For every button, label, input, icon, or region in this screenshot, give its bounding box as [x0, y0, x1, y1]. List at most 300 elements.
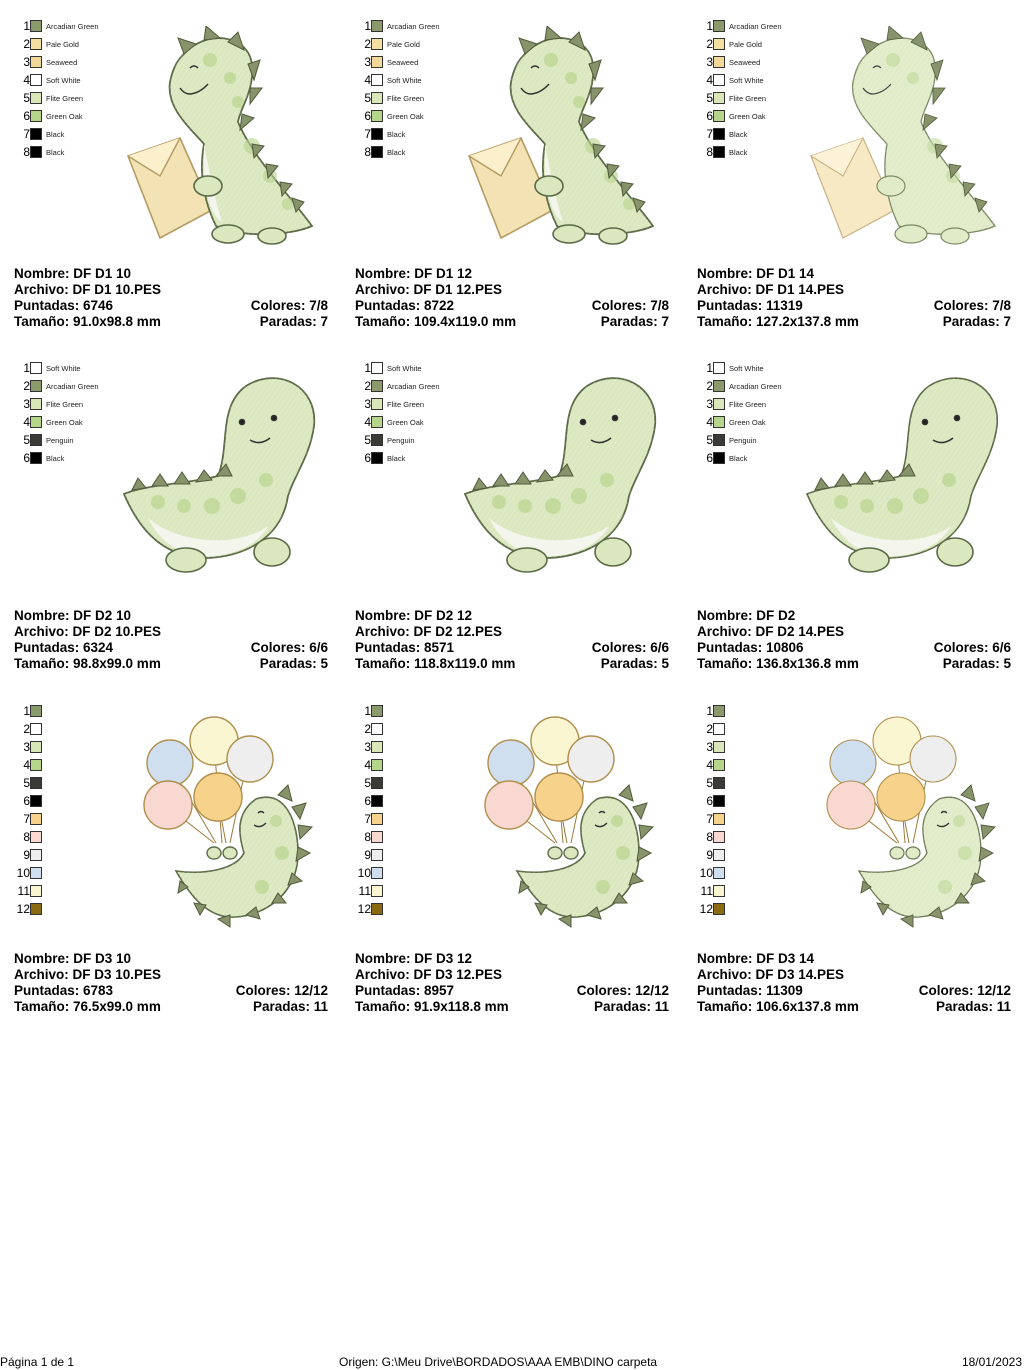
dino-d2-artwork [459, 366, 669, 576]
thread-name: Flite Green [46, 400, 84, 409]
nombre-line: Nombre: DF D3 12 [355, 951, 473, 966]
thread-number: 2 [364, 379, 371, 393]
design-card-d3-14 [691, 701, 1011, 1021]
thread-color-swatch [30, 777, 42, 789]
thread-color-swatch [371, 903, 383, 915]
thread-number: 2 [23, 37, 30, 51]
thread-row [355, 777, 485, 791]
thread-row [14, 759, 144, 773]
thread-color-swatch [713, 56, 725, 68]
dino-d1-artwork [120, 26, 320, 246]
thread-color-swatch [30, 128, 42, 140]
design-info [14, 266, 328, 330]
tamano-text: Tamaño: 91.9x118.8 mm [355, 999, 509, 1014]
design-info [355, 608, 669, 672]
thread-color-swatch [713, 759, 725, 771]
paradas-text: Paradas: 5 [600, 656, 669, 671]
nombre-line: Nombre: DF D3 10 [14, 951, 132, 966]
dino-d1-artwork [461, 26, 661, 246]
thread-color-swatch [371, 885, 383, 897]
puntadas-text: Puntadas: 8957 [355, 983, 455, 998]
design-info [14, 608, 328, 672]
thread-color-swatch [713, 416, 725, 428]
thread-number: 1 [706, 361, 713, 375]
thread-color-swatch [30, 362, 42, 374]
thread-number: 3 [364, 55, 371, 69]
thread-number: 6 [364, 109, 371, 123]
paradas-text: Paradas: 11 [593, 999, 669, 1014]
thread-name: Soft White [729, 76, 764, 85]
thread-row [355, 759, 485, 773]
thread-name: Arcadian Green [729, 22, 782, 31]
archivo-line: Archivo: DF D2 14.PES [697, 624, 845, 639]
thread-number: 6 [706, 451, 713, 465]
tamano-text: Tamaño: 136.8x136.8 mm [697, 656, 859, 671]
thread-color-swatch [371, 20, 383, 32]
colores-text: Colores: 12/12 [918, 983, 1011, 998]
dino-hands [890, 847, 920, 859]
thread-row [14, 813, 144, 827]
thread-name: Black [729, 454, 748, 463]
thread-color-swatch [713, 38, 725, 50]
thread-name: Flite Green [729, 94, 767, 103]
dino-body [807, 378, 997, 558]
thread-number: 4 [364, 73, 371, 87]
thread-color-swatch [713, 146, 725, 158]
thread-name: Flite Green [387, 94, 425, 103]
thread-color-swatch [371, 849, 383, 861]
thread-number: 1 [23, 19, 30, 33]
thread-number: 5 [364, 776, 371, 790]
thread-color-swatch [713, 813, 725, 825]
puntadas-text: Puntadas: 6746 [14, 298, 114, 313]
thread-number: 3 [364, 740, 371, 754]
thread-number: 8 [364, 145, 371, 159]
thread-number: 3 [706, 397, 713, 411]
thread-row [355, 795, 485, 809]
thread-name: Soft White [387, 364, 422, 373]
thread-name: Arcadian Green [729, 382, 782, 391]
puntadas-text: Puntadas: 10806 [697, 640, 804, 655]
thread-number: 8 [364, 830, 371, 844]
thread-number: 5 [23, 91, 30, 105]
thread-row [355, 903, 485, 917]
thread-color-swatch [371, 128, 383, 140]
thread-color-swatch [371, 362, 383, 374]
thread-color-swatch [30, 92, 42, 104]
puntadas-text: Puntadas: 11309 [697, 983, 803, 998]
thread-name: Green Oak [46, 112, 83, 121]
thread-row [355, 705, 485, 719]
colores-text: Colores: 12/12 [235, 983, 328, 998]
thread-number: 1 [364, 19, 371, 33]
paradas-text: Paradas: 7 [259, 314, 328, 329]
thread-number: 1 [364, 361, 371, 375]
nombre-line: Nombre: DF D3 14 [697, 951, 815, 966]
thread-number: 11 [17, 884, 30, 898]
thread-row [14, 903, 144, 917]
thread-number: 9 [364, 848, 371, 862]
design-card-d2-10 [8, 358, 328, 678]
tamano-text: Tamaño: 118.8x119.0 mm [355, 656, 516, 671]
thread-number: 9 [706, 848, 713, 862]
design-info [14, 951, 328, 1015]
puntadas-text: Puntadas: 8571 [355, 640, 455, 655]
design-info [355, 266, 669, 330]
paradas-text: Paradas: 5 [259, 656, 328, 671]
thread-number: 7 [23, 812, 30, 826]
thread-color-swatch [371, 705, 383, 717]
thread-number: 2 [706, 379, 713, 393]
thread-number: 12 [699, 902, 713, 916]
thread-number: 10 [16, 866, 30, 880]
thread-name: Flite Green [729, 400, 767, 409]
archivo-line: Archivo: DF D1 14.PES [697, 282, 845, 297]
design-card-d1-10 [8, 16, 328, 336]
thread-row [355, 867, 485, 881]
nombre-line: Nombre: DF D2 [697, 608, 796, 623]
thread-number: 2 [706, 37, 713, 51]
thread-color-swatch [371, 56, 383, 68]
archivo-line: Archivo: DF D3 10.PES [14, 967, 162, 982]
thread-name: Soft White [46, 364, 81, 373]
thread-name: Pale Gold [46, 40, 79, 49]
thread-name: Black [46, 148, 65, 157]
thread-row [697, 813, 827, 827]
thread-number: 6 [706, 794, 713, 808]
thread-row [14, 867, 144, 881]
thread-color-swatch [371, 759, 383, 771]
thread-color-swatch [713, 110, 725, 122]
thread-name: Penguin [387, 436, 415, 445]
thread-color-swatch [30, 813, 42, 825]
thread-number: 4 [23, 415, 30, 429]
colores-text: Colores: 6/6 [933, 640, 1011, 655]
origin-path: Origen: G:\Meu Drive\BORDADOS\AAA EMB\DINO carpeta [339, 1355, 658, 1369]
thread-color-swatch [371, 92, 383, 104]
thread-name: Penguin [729, 436, 757, 445]
thread-name: Soft White [46, 76, 81, 85]
thread-color-swatch [713, 885, 725, 897]
colores-text: Colores: 12/12 [576, 983, 669, 998]
thread-number: 7 [364, 812, 371, 826]
thread-name: Seaweed [387, 58, 419, 67]
nombre-line: Nombre: DF D2 10 [14, 608, 132, 623]
thread-color-swatch [30, 56, 42, 68]
thread-name: Flite Green [46, 94, 84, 103]
thread-number: 4 [706, 73, 713, 87]
thread-number: 11 [700, 884, 713, 898]
thread-number: 2 [706, 722, 713, 736]
thread-name: Black [46, 130, 65, 139]
thread-color-swatch [371, 867, 383, 879]
thread-name: Seaweed [729, 58, 761, 67]
thread-number: 5 [706, 91, 713, 105]
thread-number: 1 [706, 704, 713, 718]
thread-color-swatch [30, 867, 42, 879]
thread-color-swatch [371, 74, 383, 86]
thread-number: 10 [699, 866, 713, 880]
puntadas-text: Puntadas: 6783 [14, 983, 114, 998]
archivo-line: Archivo: DF D1 10.PES [14, 282, 162, 297]
paradas-text: Paradas: 11 [935, 999, 1011, 1014]
thread-color-swatch [713, 831, 725, 843]
thread-number: 5 [23, 433, 30, 447]
thread-number: 10 [357, 866, 371, 880]
archivo-line: Archivo: DF D2 10.PES [14, 624, 162, 639]
thread-color-swatch [371, 452, 383, 464]
thread-name: Arcadian Green [46, 22, 99, 31]
thread-color-swatch [30, 398, 42, 410]
thread-color-swatch [30, 759, 42, 771]
thread-name: Penguin [46, 436, 74, 445]
thread-color-swatch [713, 723, 725, 735]
thread-number: 8 [23, 145, 30, 159]
thread-number: 2 [23, 379, 30, 393]
thread-row [697, 885, 827, 899]
thread-color-swatch [371, 434, 383, 446]
thread-name: Arcadian Green [387, 22, 440, 31]
design-info [355, 951, 669, 1015]
thread-number: 5 [364, 433, 371, 447]
thread-name: Black [729, 130, 748, 139]
colores-text: Colores: 7/8 [591, 298, 669, 313]
thread-color-swatch [30, 110, 42, 122]
thread-color-swatch [30, 903, 42, 915]
colores-text: Colores: 6/6 [591, 640, 669, 655]
design-info [697, 608, 1011, 672]
thread-row [697, 849, 827, 863]
thread-color-swatch [371, 723, 383, 735]
nombre-line: Nombre: DF D1 14 [697, 266, 815, 281]
design-card-d3-12 [349, 701, 669, 1021]
thread-number: 6 [364, 794, 371, 808]
thread-color-swatch [371, 38, 383, 50]
thread-color-swatch [30, 20, 42, 32]
thread-color-swatch [371, 831, 383, 843]
tamano-text: Tamaño: 98.8x99.0 mm [14, 656, 161, 671]
thread-color-swatch [713, 380, 725, 392]
dino-hands [548, 847, 578, 859]
thread-color-swatch [371, 146, 383, 158]
thread-number: 3 [23, 740, 30, 754]
thread-number: 5 [23, 776, 30, 790]
thread-row [355, 885, 485, 899]
thread-row [14, 723, 144, 737]
thread-name: Pale Gold [729, 40, 762, 49]
thread-number: 4 [23, 73, 30, 87]
dino-d2-artwork [118, 366, 328, 576]
thread-name: Flite Green [387, 400, 425, 409]
thread-name: Seaweed [46, 58, 78, 67]
thread-color-swatch [713, 705, 725, 717]
thread-number: 3 [706, 740, 713, 754]
colores-text: Colores: 7/8 [933, 298, 1011, 313]
thread-color-swatch [30, 723, 42, 735]
thread-color-swatch [713, 795, 725, 807]
design-card-d2-14 [691, 358, 1011, 678]
design-info [697, 266, 1011, 330]
thread-row [14, 831, 144, 845]
thread-color-swatch [713, 20, 725, 32]
thread-color-swatch [713, 903, 725, 915]
thread-color-swatch [30, 146, 42, 158]
paradas-text: Paradas: 7 [600, 314, 669, 329]
thread-number: 6 [23, 451, 30, 465]
dino-d3-artwork [809, 703, 999, 928]
thread-name: Arcadian Green [46, 382, 99, 391]
thread-row [355, 831, 485, 845]
thread-color-swatch [30, 416, 42, 428]
design-card-d2-12 [349, 358, 669, 678]
nombre-line: Nombre: DF D1 12 [355, 266, 473, 281]
thread-number: 12 [16, 902, 30, 916]
thread-color-swatch [371, 110, 383, 122]
thread-row [355, 813, 485, 827]
paradas-text: Paradas: 7 [942, 314, 1011, 329]
thread-number: 6 [23, 109, 30, 123]
thread-name: Green Oak [46, 418, 83, 427]
archivo-line: Archivo: DF D3 12.PES [355, 967, 503, 982]
thread-color-swatch [30, 849, 42, 861]
page-number: Página 1 de 1 [0, 1355, 75, 1369]
thread-number: 4 [364, 415, 371, 429]
thread-number: 4 [364, 758, 371, 772]
thread-color-swatch [371, 777, 383, 789]
print-date: 18/01/2023 [961, 1355, 1022, 1369]
thread-color-swatch [371, 741, 383, 753]
thread-row [697, 723, 827, 737]
thread-number: 8 [706, 830, 713, 844]
colores-text: Colores: 6/6 [250, 640, 328, 655]
dino-body [465, 378, 655, 558]
colores-text: Colores: 7/8 [250, 298, 328, 313]
thread-color-swatch [713, 452, 725, 464]
thread-number: 7 [706, 812, 713, 826]
tamano-text: Tamaño: 91.0x98.8 mm [14, 314, 161, 329]
thread-color-swatch [713, 867, 725, 879]
thread-name: Soft White [387, 76, 422, 85]
nombre-line: Nombre: DF D1 10 [14, 266, 132, 281]
thread-color-swatch [371, 398, 383, 410]
thread-number: 8 [706, 145, 713, 159]
thread-name: Soft White [729, 364, 764, 373]
thread-number: 4 [23, 758, 30, 772]
thread-name: Green Oak [729, 112, 766, 121]
thread-color-swatch [30, 74, 42, 86]
thread-row [697, 867, 827, 881]
thread-number: 12 [357, 902, 371, 916]
thread-row [697, 831, 827, 845]
thread-color-swatch [713, 849, 725, 861]
thread-number: 5 [706, 776, 713, 790]
design-card-d1-12 [349, 16, 669, 336]
thread-number: 3 [364, 397, 371, 411]
thread-row [355, 849, 485, 863]
thread-name: Green Oak [729, 418, 766, 427]
design-info [697, 951, 1011, 1015]
thread-color-swatch [371, 416, 383, 428]
thread-color-swatch [30, 795, 42, 807]
thread-number: 2 [23, 722, 30, 736]
thread-name: Green Oak [387, 418, 424, 427]
thread-number: 1 [23, 361, 30, 375]
archivo-line: Archivo: DF D3 14.PES [697, 967, 845, 982]
thread-color-swatch [371, 380, 383, 392]
tamano-text: Tamaño: 127.2x137.8 mm [697, 314, 859, 329]
thread-color-swatch [713, 434, 725, 446]
thread-color-swatch [371, 795, 383, 807]
thread-color-swatch [30, 885, 42, 897]
thread-color-swatch [713, 362, 725, 374]
thread-row [697, 795, 827, 809]
archivo-line: Archivo: DF D2 12.PES [355, 624, 503, 639]
thread-number: 4 [706, 415, 713, 429]
thread-row [14, 849, 144, 863]
puntadas-text: Puntadas: 8722 [355, 298, 455, 313]
thread-number: 3 [23, 55, 30, 69]
thread-number: 7 [364, 127, 371, 141]
thread-row [14, 885, 144, 899]
thread-row [14, 741, 144, 755]
thread-color-swatch [371, 813, 383, 825]
thread-number: 5 [364, 91, 371, 105]
thread-number: 2 [364, 722, 371, 736]
thread-color-swatch [30, 705, 42, 717]
thread-row [14, 795, 144, 809]
design-card-d1-14 [691, 16, 1011, 336]
thread-color-swatch [30, 741, 42, 753]
thread-color-swatch [713, 92, 725, 104]
thread-color-swatch [30, 38, 42, 50]
thread-row [697, 903, 827, 917]
thread-color-swatch [30, 452, 42, 464]
nombre-line: Nombre: DF D2 12 [355, 608, 473, 623]
dino-d3-artwork [126, 703, 316, 928]
thread-row [697, 705, 827, 719]
thread-number: 3 [23, 397, 30, 411]
thread-color-swatch [713, 74, 725, 86]
dino-hands [207, 847, 237, 859]
thread-color-swatch [30, 831, 42, 843]
tamano-text: Tamaño: 106.6x137.8 mm [697, 999, 859, 1014]
tamano-text: Tamaño: 76.5x99.0 mm [14, 999, 161, 1014]
thread-number: 1 [706, 19, 713, 33]
thread-number: 4 [706, 758, 713, 772]
puntadas-text: Puntadas: 6324 [14, 640, 114, 655]
thread-number: 3 [706, 55, 713, 69]
thread-name: Black [387, 130, 406, 139]
thread-number: 1 [364, 704, 371, 718]
thread-number: 7 [706, 127, 713, 141]
thread-color-swatch [713, 741, 725, 753]
thread-row [355, 741, 485, 755]
thread-number: 8 [23, 830, 30, 844]
thread-color-swatch [30, 380, 42, 392]
design-card-d3-10 [8, 701, 328, 1021]
thread-number: 6 [706, 109, 713, 123]
thread-number: 6 [23, 794, 30, 808]
thread-color-swatch [713, 128, 725, 140]
dino-d2-artwork [801, 366, 1011, 576]
thread-name: Black [387, 454, 406, 463]
thread-number: 9 [23, 848, 30, 862]
thread-row [697, 741, 827, 755]
tamano-text: Tamaño: 109.4x119.0 mm [355, 314, 517, 329]
thread-row [14, 705, 144, 719]
puntadas-text: Puntadas: 11319 [697, 298, 803, 313]
archivo-line: Archivo: DF D1 12.PES [355, 282, 503, 297]
